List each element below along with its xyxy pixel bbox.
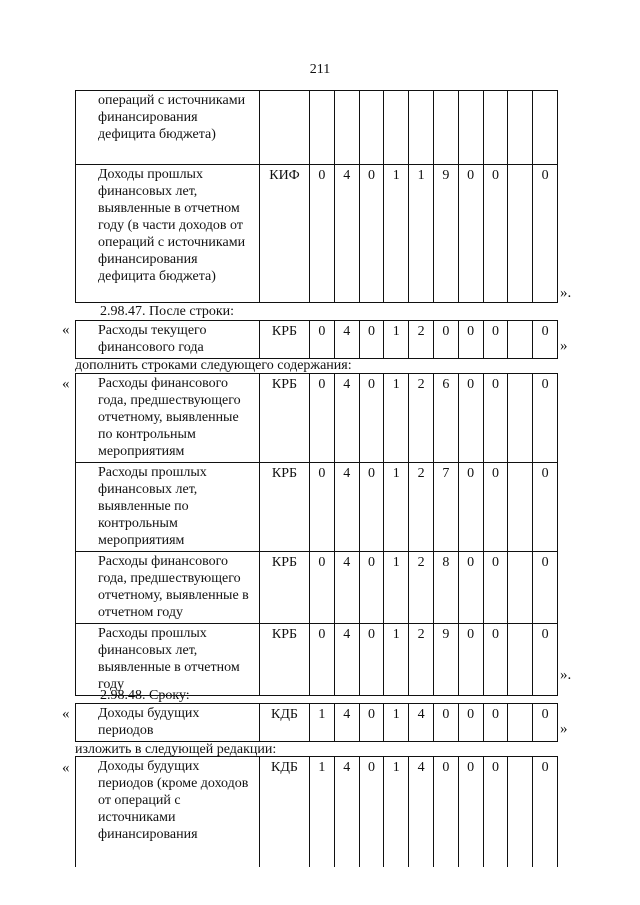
table-row bbox=[76, 165, 558, 303]
row-name: Расходы финансового года, предшествующего отчетному, выявленные в отчетном году bbox=[76, 552, 260, 624]
digit-cell: 0 bbox=[533, 321, 558, 359]
digit-cell: 4 bbox=[334, 704, 359, 742]
digit-cell bbox=[409, 91, 434, 165]
digit-cell: 2 bbox=[409, 552, 434, 624]
digit-cell: 1 bbox=[384, 704, 409, 742]
row-code: КРБ bbox=[260, 624, 310, 696]
term-table bbox=[75, 703, 558, 742]
digit-cell bbox=[359, 91, 384, 165]
digit-cell: 0 bbox=[533, 624, 558, 696]
row-name: Расходы прошлых финансовых лет, выявленные в отчетном году bbox=[76, 624, 260, 696]
digit-cell: 0 bbox=[458, 624, 483, 696]
row-code: КРБ bbox=[260, 374, 310, 463]
digit-cell: 0 bbox=[533, 757, 558, 867]
digit-cell: 0 bbox=[483, 321, 508, 359]
digit-cell: 0 bbox=[433, 321, 458, 359]
digit-cell bbox=[508, 624, 533, 696]
digit-cell: 0 bbox=[359, 321, 384, 359]
table-row bbox=[76, 704, 558, 742]
digit-cell: 0 bbox=[359, 704, 384, 742]
row-name: Доходы будущих периодов (кроме доходов от операций с источниками финансирования bbox=[76, 757, 260, 867]
digit-cell: 0 bbox=[533, 704, 558, 742]
digit-cell: 0 bbox=[458, 552, 483, 624]
digit-cell: 0 bbox=[433, 757, 458, 867]
digit-cell: 0 bbox=[483, 757, 508, 867]
digit-cell: 9 bbox=[433, 624, 458, 696]
digit-cell: 1 bbox=[310, 704, 335, 742]
digit-cell: 0 bbox=[533, 165, 558, 303]
row-name: Доходы будущих периодов bbox=[76, 704, 260, 742]
digit-cell bbox=[508, 463, 533, 552]
table-row bbox=[76, 374, 558, 463]
digit-cell: 0 bbox=[310, 374, 335, 463]
digit-cell: 1 bbox=[384, 757, 409, 867]
digit-cell bbox=[458, 91, 483, 165]
digit-cell: 2 bbox=[409, 374, 434, 463]
row-code: КДБ bbox=[260, 704, 310, 742]
digit-cell: 0 bbox=[458, 704, 483, 742]
close-quote: » bbox=[560, 338, 568, 354]
digit-cell: 7 bbox=[433, 463, 458, 552]
digit-cell: 0 bbox=[483, 165, 508, 303]
row-name: Расходы текущего финансового года bbox=[76, 321, 260, 359]
digit-cell: 0 bbox=[359, 165, 384, 303]
digit-cell: 4 bbox=[334, 624, 359, 696]
top-table bbox=[75, 90, 558, 303]
open-quote: « bbox=[62, 760, 70, 776]
digit-cell: 4 bbox=[334, 374, 359, 463]
row-name: Расходы финансового года, предшествующего отчетному, выявленные по контрольным мероприятиям bbox=[76, 374, 260, 463]
close-quote: ». bbox=[560, 285, 572, 301]
digit-cell bbox=[433, 91, 458, 165]
close-quote: » bbox=[560, 721, 568, 737]
digit-cell: 0 bbox=[310, 463, 335, 552]
digit-cell: 4 bbox=[334, 165, 359, 303]
table-row bbox=[76, 321, 558, 359]
digit-cell: 0 bbox=[483, 463, 508, 552]
digit-cell: 0 bbox=[483, 624, 508, 696]
row-name: Доходы прошлых финансовых лет, выявленные в отчетном году (в части доходов от операций с источниками финансирования дефицита бюджета) bbox=[76, 165, 260, 303]
digit-cell: 0 bbox=[458, 757, 483, 867]
digit-cell bbox=[334, 91, 359, 165]
row-name: операций с источниками финансирования дефицита бюджета) bbox=[76, 91, 260, 165]
open-quote: « bbox=[62, 322, 70, 338]
digit-cell: 1 bbox=[384, 624, 409, 696]
edit-table bbox=[75, 756, 558, 867]
digit-cell bbox=[310, 91, 335, 165]
row-code: КИФ bbox=[260, 165, 310, 303]
digit-cell: 1 bbox=[384, 463, 409, 552]
row-code: КРБ bbox=[260, 321, 310, 359]
digit-cell: 1 bbox=[384, 321, 409, 359]
digit-cell: 0 bbox=[310, 165, 335, 303]
digit-cell: 0 bbox=[359, 624, 384, 696]
open-quote: « bbox=[62, 706, 70, 722]
digit-cell: 0 bbox=[310, 321, 335, 359]
digit-cell bbox=[508, 552, 533, 624]
digit-cell: 0 bbox=[458, 165, 483, 303]
digit-cell: 1 bbox=[310, 757, 335, 867]
digit-cell bbox=[483, 91, 508, 165]
digit-cell bbox=[533, 91, 558, 165]
digit-cell: 9 bbox=[433, 165, 458, 303]
row-code: КРБ bbox=[260, 463, 310, 552]
digit-cell: 0 bbox=[359, 757, 384, 867]
table-row bbox=[76, 91, 558, 165]
table-row bbox=[76, 624, 558, 696]
digit-cell: 1 bbox=[384, 165, 409, 303]
new-rows-table bbox=[75, 373, 558, 696]
digit-cell bbox=[508, 91, 533, 165]
table-row bbox=[76, 552, 558, 624]
digit-cell: 1 bbox=[384, 374, 409, 463]
digit-cell: 2 bbox=[409, 463, 434, 552]
digit-cell: 1 bbox=[384, 552, 409, 624]
row-code: КДБ bbox=[260, 757, 310, 867]
digit-cell bbox=[508, 321, 533, 359]
digit-cell: 0 bbox=[359, 463, 384, 552]
digit-cell bbox=[384, 91, 409, 165]
digit-cell: 4 bbox=[334, 463, 359, 552]
table-row bbox=[76, 757, 558, 867]
after-row-table bbox=[75, 320, 558, 359]
digit-cell: 0 bbox=[359, 374, 384, 463]
digit-cell: 0 bbox=[483, 552, 508, 624]
digit-cell bbox=[508, 374, 533, 463]
digit-cell: 4 bbox=[334, 321, 359, 359]
digit-cell bbox=[508, 165, 533, 303]
digit-cell: 8 bbox=[433, 552, 458, 624]
digit-cell: 0 bbox=[458, 463, 483, 552]
digit-cell: 0 bbox=[310, 552, 335, 624]
close-quote: ». bbox=[560, 667, 572, 683]
digit-cell: 2 bbox=[409, 624, 434, 696]
digit-cell: 0 bbox=[533, 463, 558, 552]
digit-cell: 6 bbox=[433, 374, 458, 463]
digit-cell: 0 bbox=[458, 374, 483, 463]
digit-cell bbox=[508, 757, 533, 867]
digit-cell: 0 bbox=[433, 704, 458, 742]
digit-cell: 1 bbox=[409, 165, 434, 303]
open-quote: « bbox=[62, 376, 70, 392]
digit-cell: 0 bbox=[533, 374, 558, 463]
digit-cell: 4 bbox=[334, 757, 359, 867]
digit-cell: 0 bbox=[533, 552, 558, 624]
row-code: КРБ bbox=[260, 552, 310, 624]
digit-cell: 4 bbox=[409, 757, 434, 867]
digit-cell: 0 bbox=[359, 552, 384, 624]
digit-cell bbox=[508, 704, 533, 742]
instruction-text: изложить в следующей редакции: bbox=[75, 742, 277, 757]
table-row bbox=[76, 463, 558, 552]
digit-cell: 4 bbox=[409, 704, 434, 742]
row-code bbox=[260, 91, 310, 165]
digit-cell: 4 bbox=[334, 552, 359, 624]
digit-cell: 0 bbox=[458, 321, 483, 359]
page-number: 211 bbox=[309, 62, 331, 77]
instruction-text: дополнить строками следующего содержания: bbox=[75, 358, 352, 373]
item-heading: 2.98.47. После строки: bbox=[100, 304, 235, 319]
item-heading: 2.98.48. Сроку: bbox=[100, 688, 190, 703]
digit-cell: 2 bbox=[409, 321, 434, 359]
digit-cell: 0 bbox=[483, 704, 508, 742]
digit-cell: 0 bbox=[483, 374, 508, 463]
digit-cell: 0 bbox=[310, 624, 335, 696]
row-name: Расходы прошлых финансовых лет, выявленные по контрольным мероприятиям bbox=[76, 463, 260, 552]
